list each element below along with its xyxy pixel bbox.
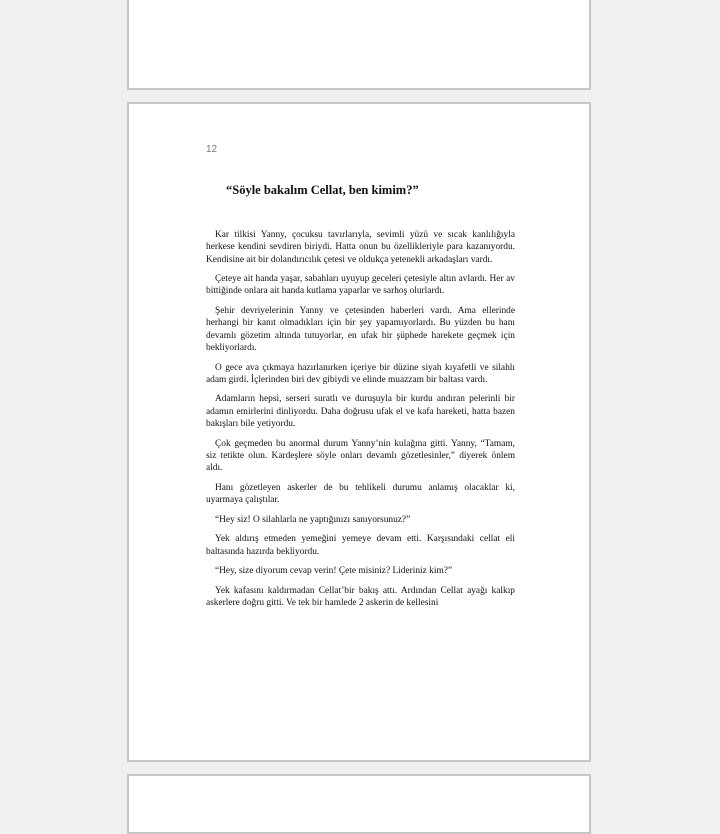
paragraph: Yek aldırış etmeden yemeğini yemeye devam etti. Karşısındaki cellat eli baltasında hazırda bekliyordu. xyxy=(206,534,515,557)
paragraph: Hanı gözetleyen askerler de bu tehlikeli durumu anlamış olacaklar ki, uyarmaya çalıştılar. xyxy=(206,482,515,506)
paragraph: O gece ava çıkmaya hazırlanırken içeriye bir düzine siyah kıyafetli ve silahlı adam girdi. İçlerinden biri dev gibiydi ve elinde muazzam bir baltası vardı. xyxy=(206,362,515,385)
paragraph: “Hey siz! O silahlarla ne yaptığınızı sanıyorsunuz?” xyxy=(215,514,411,525)
document-page xyxy=(127,102,591,762)
paragraph: Çeteye ait handa yaşar, sabahları uyuyup geceleri çetesiyle altın avlardı. Her av bittiğinde onlara ait handa kutlama yaparlar ve sarhoş olurlardı. xyxy=(206,274,515,297)
paragraph: Çok geçmeden bu anormal durum Yanny’nin kulağına gitti. Yanny, “Tamam, siz tetikte olun. Kardeşlere söyle onları devamlı gözetlesinler,” diyerek önlem aldı. xyxy=(206,438,515,474)
next-page xyxy=(127,774,591,834)
paragraph: Kar tilkisi Yanny, çocuksu tavırlarıyla, sevimli yüzü ve sıcak kanlılığıyla herkese kendini sevdiren biriydi. Hatta onun bu özellikleriyle para kazanıyordu. Kendisine ait bir dolandırıcılık çetesi ve oldukça yetenekli arkadaşları vardı. xyxy=(206,230,515,265)
paragraph: “Hey, size diyorum cevap verin! Çete misiniz? Lideriniz kim?” xyxy=(215,566,453,577)
paragraph: Şehir devriyelerinin Yanny ve çetesinden haberleri vardı. Ama ellerinde herhangi bir kanıt olmadıkları için bir şey yapamıyorlardı. Bu yüzden bu hanı devamlı gözetim altında tutuyorlar, en ufak bir şüphede harekete geçmek için bekliyorlardı. xyxy=(206,306,515,353)
page-number: 12 xyxy=(206,144,218,155)
previous-page xyxy=(127,0,591,90)
paragraph: Adamların hepsi, serseri suratlı ve duruşuyla bir kurdu andıran pelerinli bir adamın emirlerini dinliyordu. Daha doğrusu ufak el ve kafa hareketi, hatta bazen bakışları bile yetiyordu. xyxy=(206,394,515,430)
chapter-title: “Söyle bakalım Cellat, ben kimim?” xyxy=(226,183,419,197)
paragraph: Yek kafasını kaldırmadan Cellat’bir bakış attı. Ardından Cellat ayağı kalkıp askerlere doğru gitti. Ve tek bir hamlede 2 askerin de kellesini xyxy=(206,585,515,609)
body-text xyxy=(206,229,515,609)
